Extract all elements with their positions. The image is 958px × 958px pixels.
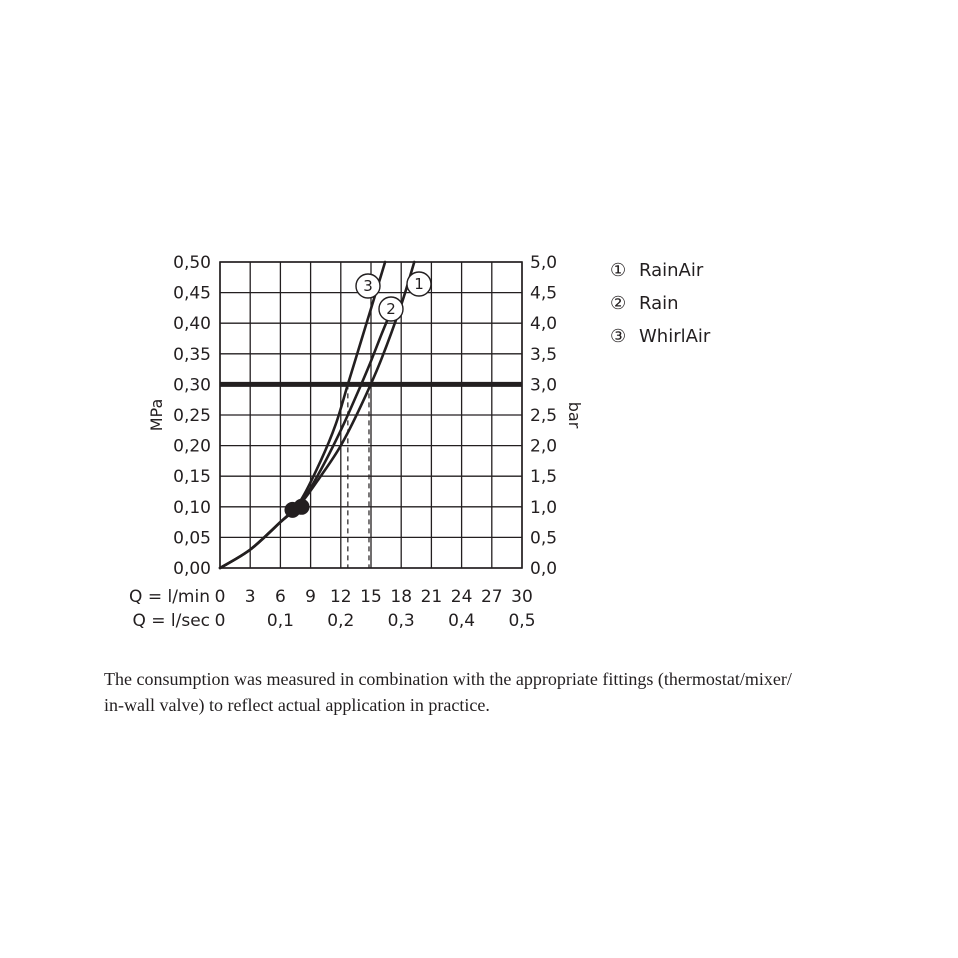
x-secondary-axis-title: Q = l/sec	[132, 611, 210, 631]
x-secondary-tick-label: 0,4	[448, 611, 476, 631]
x-primary-tick-label: 15	[360, 587, 382, 607]
x-secondary-tick-label: 0	[214, 611, 226, 631]
y-left-tick-label: 0,05	[173, 528, 211, 549]
tick-labels	[173, 253, 557, 631]
legend-symbol: ③	[610, 326, 627, 347]
legend-item-whirlair	[610, 326, 711, 347]
y-right-axis-title: bar	[565, 401, 584, 429]
y-right-tick-label: 5,0	[530, 253, 558, 273]
y-right-tick-label: 0,0	[530, 559, 558, 579]
legend-symbol: ②	[610, 293, 627, 314]
y-right-tick-label: 4,0	[530, 314, 558, 335]
x-secondary-tick-label: 0,3	[387, 611, 415, 631]
x-primary-tick-label: 27	[480, 587, 503, 607]
x-primary-tick-label: 21	[420, 587, 443, 607]
y-left-axis-title: MPa	[147, 398, 166, 432]
y-right-tick-label: 0,5	[530, 528, 558, 549]
y-left-tick-label: 0,30	[173, 375, 211, 396]
y-left-tick-label: 0,40	[173, 314, 211, 335]
x-secondary-tick-label: 0,1	[266, 611, 294, 631]
y-left-tick-label: 0,35	[173, 344, 211, 365]
y-left-tick-label: 0,45	[173, 283, 211, 304]
x-primary-tick-label: 24	[450, 587, 473, 607]
curve-marker-label: 3	[363, 277, 373, 295]
curve-marker-label: 2	[386, 300, 396, 318]
y-right-tick-label: 1,0	[530, 497, 558, 518]
x-secondary-tick-label: 0,2	[327, 611, 355, 631]
y-left-tick-label: 0,50	[173, 253, 211, 273]
footnote-line-2: in-wall valve) to reflect actual application in practice.	[104, 695, 490, 715]
y-left-tick-label: 0,20	[173, 436, 211, 457]
y-right-tick-label: 2,0	[530, 436, 558, 457]
legend-label: Rain	[639, 293, 679, 314]
x-primary-tick-label: 18	[390, 587, 413, 607]
legend-symbol: ①	[610, 260, 627, 281]
x-primary-tick-label: 0	[214, 587, 226, 607]
legend-item-rainair	[610, 260, 704, 281]
y-right-tick-label: 3,0	[530, 375, 558, 396]
x-primary-tick-label: 9	[305, 587, 317, 607]
x-primary-tick-label: 30	[511, 587, 533, 607]
consumption-footnote	[104, 666, 894, 718]
legend-label: WhirlAir	[639, 326, 711, 347]
x-primary-axis-title: Q = l/min	[129, 587, 210, 607]
curve-rain	[220, 311, 391, 568]
footnote-line-1: The consumption was measured in combination with the appropriate fittings (thermostat/mixer/	[104, 669, 792, 689]
y-left-tick-label: 0,25	[173, 406, 211, 426]
x-primary-tick-label: 6	[274, 587, 286, 607]
y-left-tick-label: 0,15	[173, 467, 211, 488]
y-right-tick-label: 2,5	[530, 406, 558, 426]
x-primary-tick-label: 12	[329, 587, 352, 607]
legend-item-rain	[610, 293, 679, 314]
x-secondary-tick-label: 0,5	[508, 611, 536, 631]
y-right-tick-label: 3,5	[530, 344, 558, 365]
y-left-tick-label: 0,10	[173, 497, 211, 518]
x-primary-tick-label: 3	[244, 587, 256, 607]
y-left-tick-label: 0,00	[173, 559, 211, 579]
legend	[610, 260, 711, 347]
curve-marker-label: 1	[414, 275, 424, 293]
legend-label: RainAir	[639, 260, 704, 281]
min-pressure-dot	[294, 499, 310, 515]
y-right-tick-label: 1,5	[530, 467, 558, 488]
y-right-tick-label: 4,5	[530, 283, 558, 304]
